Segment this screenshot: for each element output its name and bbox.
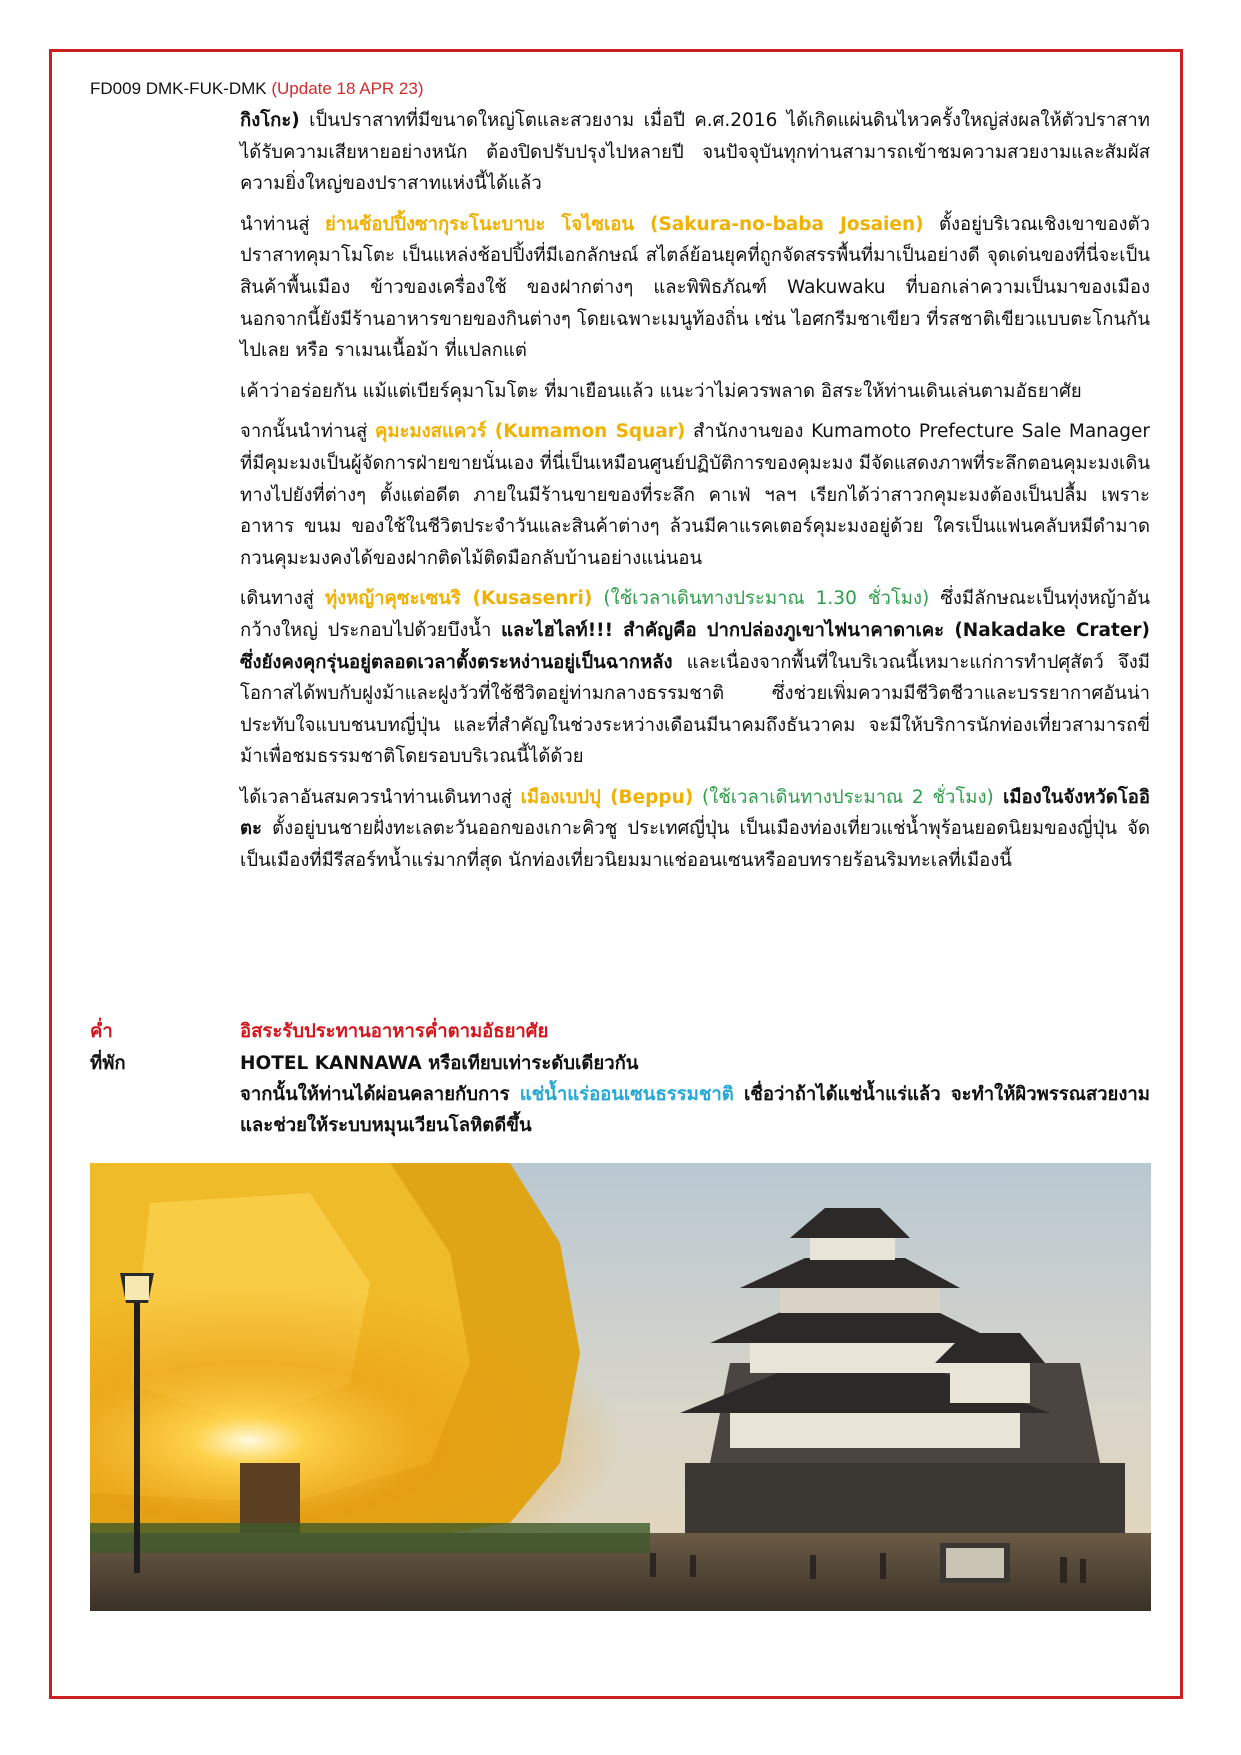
onsen-highlight: แช่น้ำแร่ออนเซนธรรมชาติ <box>519 1084 734 1105</box>
beppu-description: ตั้งอยู่บนชายฝั่งทะเลตะวันออกของเกาะคิวชู ประเทศญี่ปุ่น เป็นเมืองท่องเที่ยวแช่น้ำพุร้อนยอดนิยมของญี่ปุ่น จัดเป็นเมืองที่มีรีสอร์ทน้ำแร่มากที่สุด นักท่องเที่ยวนิยมมาแช่ออนเซนหรืออบทรายร้อนริมทะเลที่เมืองนี้ <box>240 818 1150 872</box>
place-sakura-no-baba: ย่านช้อปปิ้งซากุระโนะบาบะ โจไซเอน (Sakura-no-baba Josaien) <box>324 213 924 235</box>
place-kusasenri: ทุ่งหญ้าคุซะเซนริ (Kusasenri) <box>324 588 593 610</box>
document-header <box>90 78 424 100</box>
paragraph-kusasenri <box>240 583 1150 773</box>
travel-time: (ใช้เวลาเดินทางประมาณ 2 ชั่วโมง) <box>693 786 994 808</box>
itinerary-body <box>240 105 1150 886</box>
travel-time: (ใช้เวลาเดินทางประมาณ 1.30 ชั่วโมง) <box>592 588 930 610</box>
tour-code: FD009 DMK-FUK-DMK <box>90 79 267 98</box>
dinner-info: อิสระรับประทานอาหารค่ำตามอัธยาศัย <box>240 1021 549 1042</box>
hotel-label: ที่พัก <box>90 1053 126 1074</box>
kumamon-description: สำนักงานของ Kumamoto Prefecture Sale Manager ที่มีคุมะมงเป็นผู้จัดการฝ่ายขายนั่นเอง ที่นี่เป็นเหมือนศูนย์ปฏิบัติการของคุมะมง มีจัดแสดงภาพที่ระลึกตอนคุมะมงเดินทางไปยังที่ต่างๆ ตั้งแต่อดีต ภายในมีร้านขายของที่ระลึก คาเฟ่ ฯลฯ เรียกได้ว่าสาวกคุมะมงต้องเป็นปลื้ม เพราะอาหาร ขนม ของใช้ในชีวิตประจำวันและสินค้าต่างๆ ล้วนมีคาแรคเตอร์คุมะมงอยู่ด้วย ใครเป็นแฟนคลับหมีดำมาดกวนคุมะมงคงได้ของฝากติดไม้ติดมือกลับบ้านอย่างแน่นอน <box>240 421 1150 569</box>
intro-text: นำท่านสู่ <box>240 213 325 235</box>
intro-text: จากนั้นนำท่านสู่ <box>240 421 375 443</box>
place-kumamon-square: คุมะมงสแควร์ (Kumamon Squar) <box>374 421 686 443</box>
hotel-name: HOTEL KANNAWA หรือเทียบเท่าระดับเดียวกัน <box>240 1053 639 1074</box>
paragraph-beppu <box>240 782 1150 877</box>
hotel-details <box>240 1048 1150 1141</box>
castle-with-ginkgo-tree-photo <box>90 1163 1151 1611</box>
nakadake-highlight: และไฮไลท์!!! สำคัญคือ ปากปล่องภูเขาไฟนาคาดาเคะ (Nakadake Crater) ซึ่งยังคงคุกรุ่นอยู่ตลอดเวลาตั้งตระหง่านอยู่เป็นฉากหลัง <box>240 619 1150 673</box>
castle-name-tail: กิงโกะ) <box>240 110 300 131</box>
intro-text: เดินทางสู่ <box>240 588 325 610</box>
paragraph-castle <box>240 105 1150 200</box>
update-date: (Update 18 APR 23) <box>271 79 424 98</box>
intro-text: ได้เวลาอันสมควรนำท่านเดินทางสู่ <box>240 786 521 808</box>
place-beppu: เมืองเบปปุ (Beppu) <box>520 786 694 808</box>
sakura-no-baba-description: ตั้งอยู่บริเวณเชิงเขาของตัวปราสาทคุมาโมโตะ เป็นแหล่งช้อปปิ้งที่มีเอกลักษณ์ สไตล์ย้อนยุคที่ถูกจัดสรรพื้นที่มาเป็นอย่างดี จุดเด่นของที่นี่จะเป็นสินค้าพื้นเมือง ข้าวของเครื่องใช้ ของฝากต่างๆ และพิพิธภัณฑ์ Wakuwaku ที่บอกเล่าความเป็นมาของเมือง นอกจากนี้ยังมีร้านอาหารขายของกินต่างๆ โดยเฉพาะเมนูท้องถิ่น เช่น ไอศกรีมชาเขียว ที่รสชาติเขียวแบบตะโกนกันไปเลย หรือ ราเมนเนื้อม้า ที่แปลกแต่ <box>240 213 1150 362</box>
onsen-intro: จากนั้นให้ท่านได้ผ่อนคลายกับการ <box>240 1084 520 1105</box>
beppu-prefecture: เมืองในจังหวัดโออิตะ <box>240 786 1150 840</box>
kusasenri-description: ซึ่งมีลักษณะเป็นทุ่งหญ้าอันกว้างใหญ่ ประกอบไปด้วยบึงน้ำ <box>240 588 1150 641</box>
beer-description: เค้าว่าอร่อยกัน แม้แต่เบียร์คุมาโมโตะ ที่มาเยือนแล้ว แนะว่าไม่ควรพลาด อิสระให้ท่านเดินเล่นตามอัธยาศัย <box>240 380 1082 402</box>
dinner-label: ค่ำ <box>90 1021 113 1042</box>
paragraph-sakura-no-baba <box>240 209 1150 367</box>
castle-description: เป็นปราสาทที่มีขนาดใหญ่โตและสวยงาม เมื่อปี ค.ศ.2016 ได้เกิดแผ่นดินไหวครั้งใหญ่ส่งผลให้ตัวปราสาทได้รับความเสียหายอย่างหนัก ต้องปิดปรับปรุงไปหลายปี จนปัจจุบันทุกท่านสามารถเข้าชมความสวยงามและสัมผัสความยิ่งใหญ่ของปราสาทแห่งนี้ได้แล้ว <box>240 110 1150 195</box>
paragraph-beer <box>240 376 1150 408</box>
onsen-note <box>240 1079 1150 1141</box>
paragraph-kumamon <box>240 416 1150 574</box>
kusasenri-detail: และเนื่องจากพื้นที่ในบริเวณนี้เหมาะแก่การทำปศุสัตว์ จึงมีโอกาสได้พบกับฝูงม้าและฝูงวัวที่ใช้ชีวิตอยู่ท่ามกลางธรรมชาติ ซึ่งช่วยเพิ่มความมีชีวิตชีวาและบรรยากาศอันน่าประทับใจแบบชนบทญี่ปุ่น และที่สำคัญในช่วงระหว่างเดือนมีนาคมถึงธันวาคม จะมีให้บริการนักท่องเที่ยวสามารถขี่ม้าเพื่อชมธรรมชาติโดยรอบบริเวณนี้ได้ด้วย <box>240 651 1150 768</box>
onsen-benefit: เชื่อว่าถ้าได้แช่น้ำแร่แล้ว จะทำให้ผิวพรรณสวยงามและช่วยให้ระบบหมุนเวียนโลหิตดีขึ้น <box>240 1084 1151 1136</box>
